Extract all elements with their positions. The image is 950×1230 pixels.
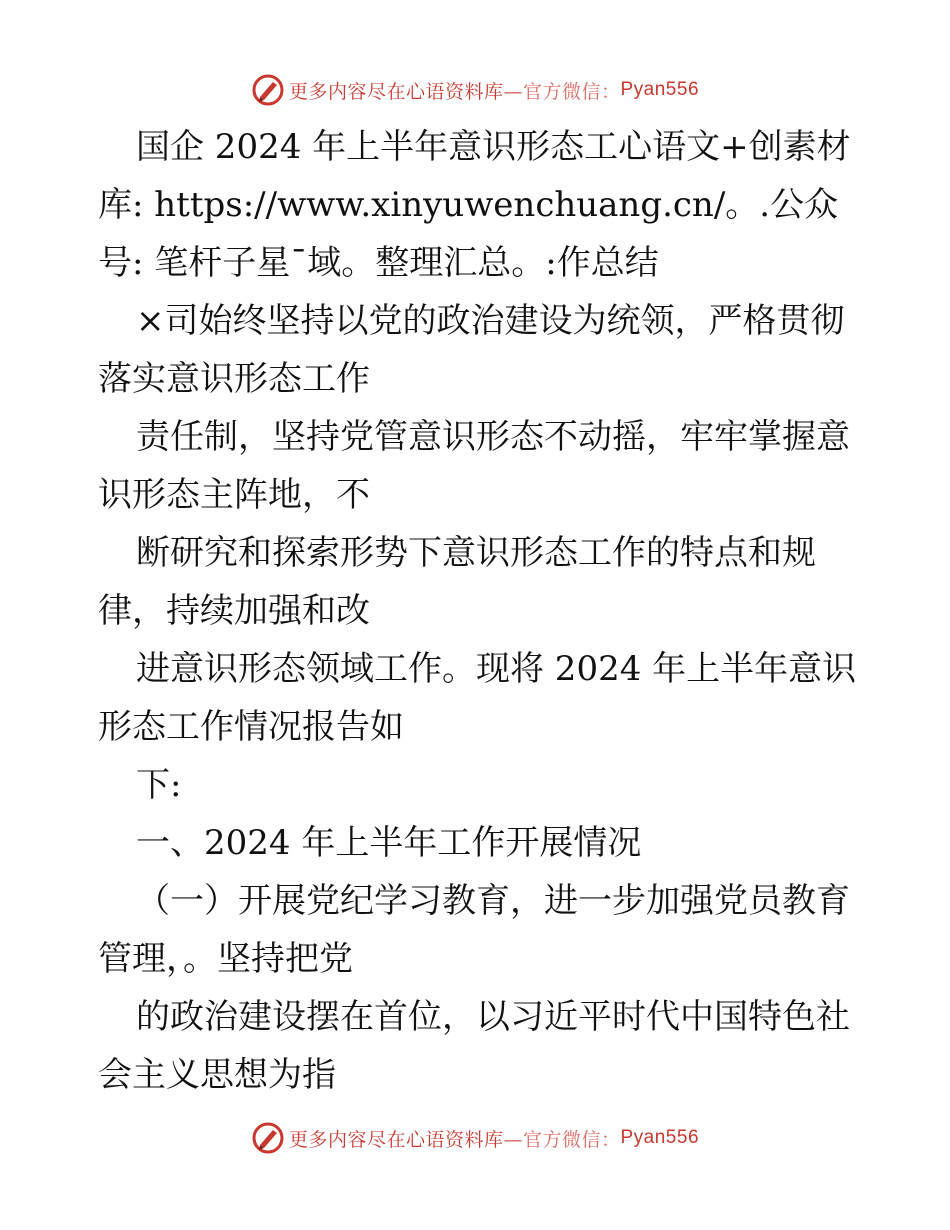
paragraph: 下: xyxy=(136,765,182,805)
paragraph: 责任制，坚持党管意识形态不动摇，牢牢掌握意识形态主阵地，不 xyxy=(98,417,850,515)
footer-watermark-banner xyxy=(0,1118,950,1158)
paragraph: ×司始终坚持以党的政治建设为统领，严格贯彻落实意识形态工作 xyxy=(98,301,845,399)
banner-wechat-id: Pyan556 xyxy=(620,1127,700,1148)
pen-logo-icon xyxy=(251,73,285,107)
header-watermark-banner xyxy=(0,70,950,110)
paragraph: （一）开展党纪学习教育，进一步加强党员教育管理，。坚持把党 xyxy=(98,881,850,979)
paragraph: 的政治建设摆在首位，以习近平时代中国特色社会主义思想为指 xyxy=(98,997,850,1095)
paragraph: 国企 2024 年上半年意识形态工心语文+创素材库: https://www.xinyuwenchuang.cn/。.公众号: 笔杆子星¯域。整理汇总。:作总结 xyxy=(98,127,851,283)
banner-sub-text: —官方微信： xyxy=(503,80,621,103)
banner-wechat-id: Pyan556 xyxy=(620,79,700,100)
paragraph: 断研究和探索形势下意识形态工作的特点和规律，持续加强和改 xyxy=(98,533,816,631)
banner-main-text: 更多内容尽在心语资料库 xyxy=(288,1128,504,1151)
pen-logo-icon xyxy=(251,1121,285,1155)
section-heading: 一、2024 年上半年工作开展情况 xyxy=(136,823,642,863)
banner-main-text: 更多内容尽在心语资料库 xyxy=(288,80,504,103)
paragraph: 进意识形态领域工作。现将 2024 年上半年意识形态工作情况报告如 xyxy=(98,649,857,747)
banner-sub-text: —官方微信： xyxy=(503,1128,621,1151)
document-body xyxy=(98,118,858,1104)
